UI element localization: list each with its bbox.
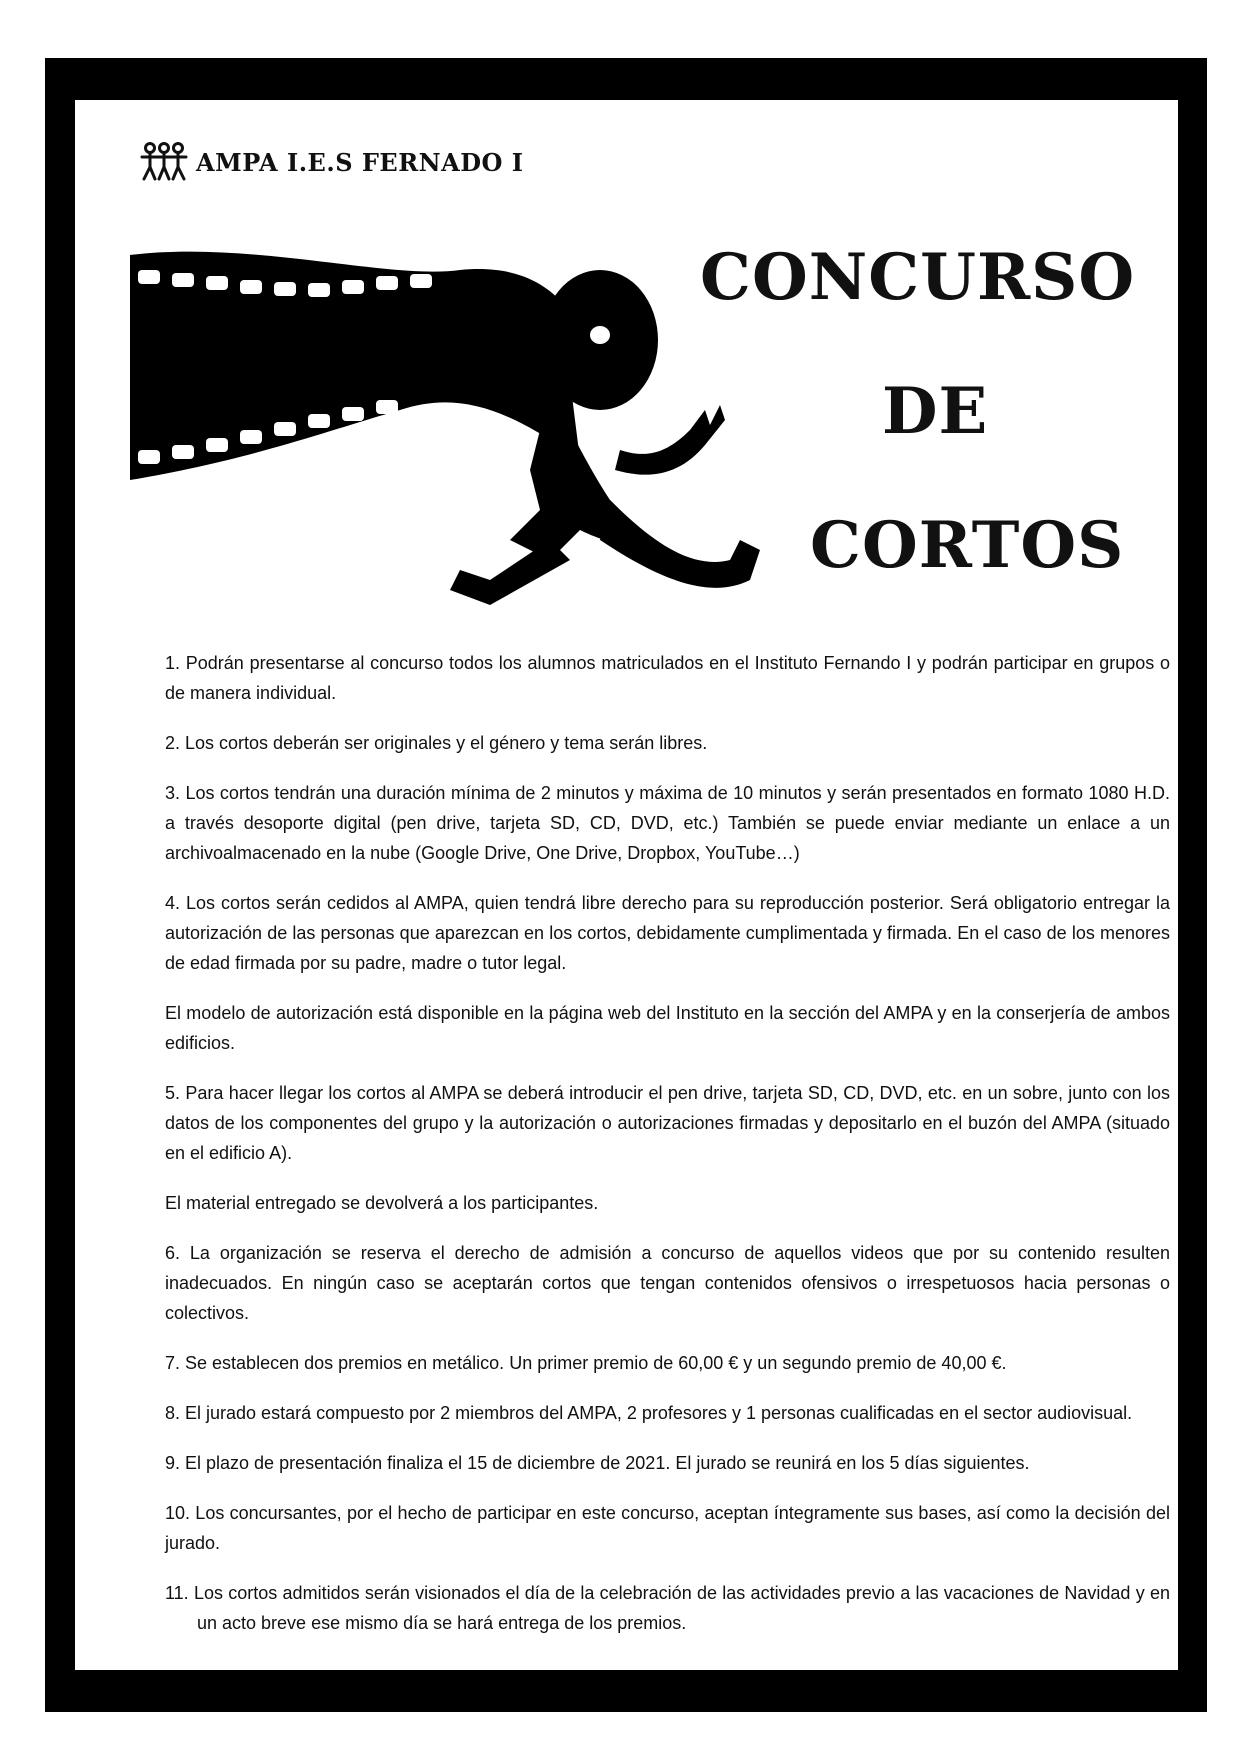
rule-10: 10. Los concursantes, por el hecho de participar en este concurso, aceptan íntegramente sus bases, así como la decisión del jurado. [165, 1503, 1170, 1553]
children-group-icon [140, 141, 188, 183]
rule-3: 3. Los cortos tendrán una duración mínima de 2 minutos y máxima de 10 minutos y serán presentados en formato 1080 H.D. a través desoporte digital (pen drive, tarjeta SD, CD, DVD, etc.) También se puede enviar mediante un enlace a un archivoalmacenado en la nube (Google Drive, One Drive, Dropbox, YouTube…) [165, 783, 1170, 863]
rule-2: 2. Los cortos deberán ser originales y el género y tema serán libres. [165, 733, 708, 753]
film-strip-running-figure [130, 240, 770, 635]
rule-5: 5. Para hacer llegar los cortos al AMPA se deberá introducir el pen drive, tarjeta SD, CD, DVD, etc. en un sobre, junto con los datos de los componentes del grupo y la autorización o autorizaciones firmadas y depositarlo en el buzón del AMPA (situado en el edificio A). [165, 1083, 1170, 1163]
rule-5-note: El material entregado se devolverá a los participantes. [165, 1193, 599, 1213]
rule-6: 6. La organización se reserva el derecho de admisión a concurso de aquellos videos que por su contenido resulten inadecuados. En ningún caso se aceptarán cortos que tengan contenidos ofensivos o irrespetuosos hacia personas o colectivos. [165, 1243, 1170, 1323]
title-line-1: CONCURSO [700, 240, 1136, 315]
rule-9: 9. El plazo de presentación finaliza el 15 de diciembre de 2021. El jurado se reunirá en los 5 días siguientes. [165, 1453, 1030, 1473]
rule-4-note: El modelo de autorización está disponible en la página web del Instituto en la sección del AMPA y en la conserjería de ambos edificios. [165, 1003, 1170, 1053]
rule-4: 4. Los cortos serán cedidos al AMPA, quien tendrá libre derecho para su reproducción posterior. Será obligatorio entregar la autorización de las personas que aparezcan en los cortos, debidamente cumplimentada y firmada. En el caso de los menores de edad firmada por su padre, madre o tutor legal. [165, 893, 1170, 973]
title-line-3: CORTOS [810, 508, 1125, 583]
banner [130, 240, 1136, 635]
rule-1: 1. Podrán presentarse al concurso todos los alumnos matriculados en el Instituto Fernando I y podrán participar en grupos o de manera individual. [165, 653, 1170, 703]
rule-11: 11. Los cortos admitidos serán visionados el día de la celebración de las actividades previo a las vacaciones de Navidad y en un acto breve ese mismo día se hará entrega de los premios. [165, 1583, 1170, 1633]
logo-text: AMPA I.E.S FERNADO I [196, 147, 524, 177]
ampa-logo [140, 137, 524, 187]
title-line-2: DE [882, 374, 989, 449]
rule-8: 8. El jurado estará compuesto por 2 miembros del AMPA, 2 profesores y 1 personas cualificadas en el sector audiovisual. [165, 1403, 1133, 1423]
rules-list [165, 648, 1170, 1658]
rule-7: 7. Se establecen dos premios en metálico. Un primer premio de 60,00 € y un segundo premio de 40,00 €. [165, 1353, 1007, 1373]
